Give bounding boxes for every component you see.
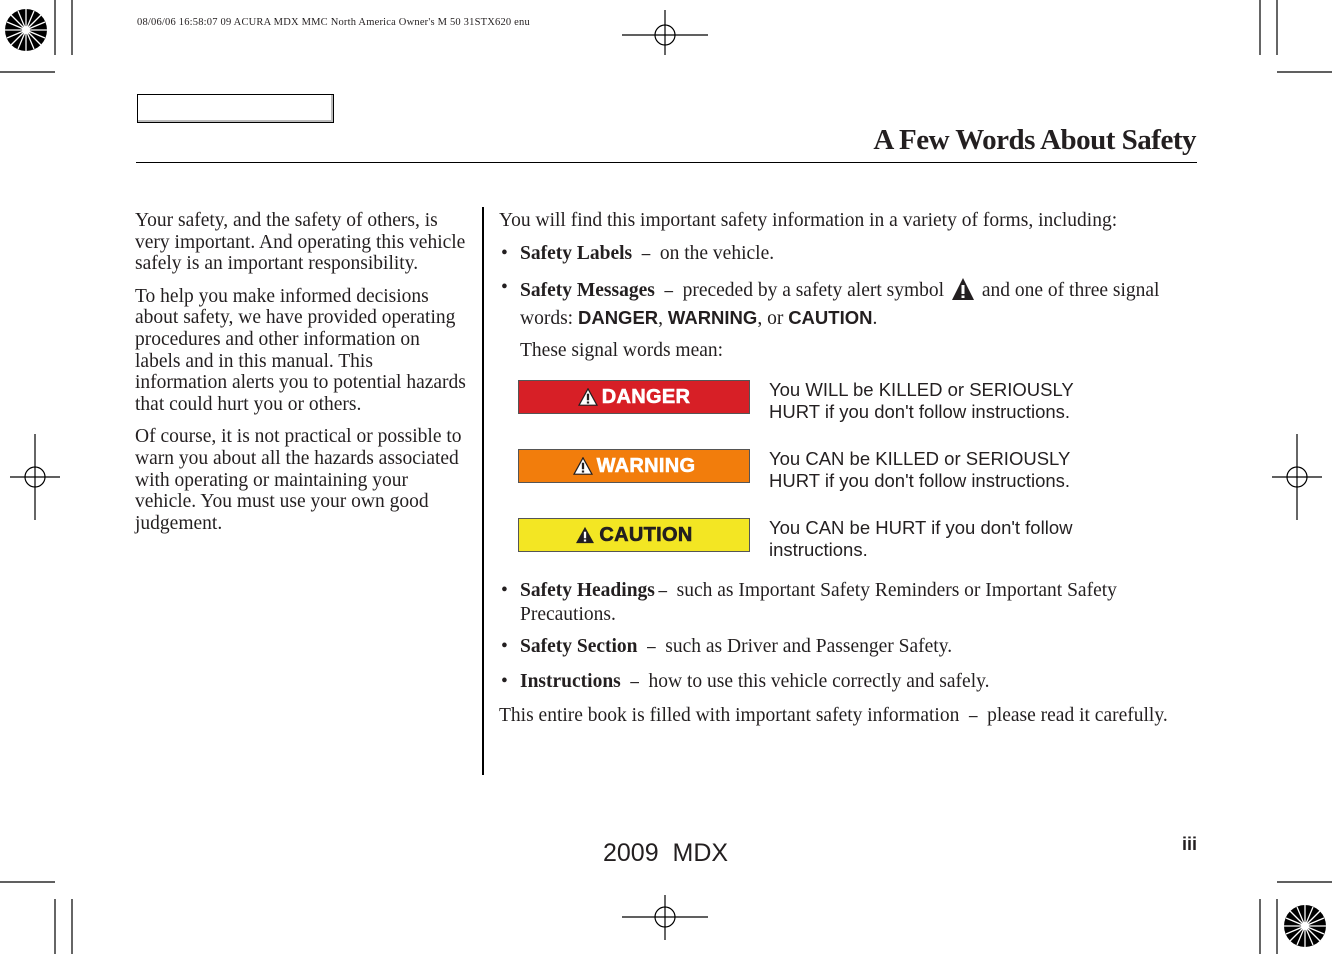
warning-meaning: You CAN be KILLED or SERIOUSLY HURT if you don't follow instructions. (769, 448, 1071, 491)
term-safety-messages: Safety Messages (520, 280, 655, 302)
paragraph-2: To help you make informed decisions about safety, we have provided operating procedures and other information on labels and in this manual. This information alerts you to potential hazards that could hurt you or others. (135, 285, 466, 415)
alert-icon (575, 526, 595, 544)
dash: − (645, 640, 658, 657)
dash: − (662, 284, 675, 301)
sep: , or (757, 307, 784, 329)
crosshair-right (1272, 434, 1322, 520)
caution-label-text: CAUTION (599, 523, 693, 546)
column-divider (482, 207, 484, 775)
word-warning: WARNING (667, 306, 758, 328)
term-safety-labels: Safety Labels (520, 242, 633, 264)
dash: − (967, 709, 980, 726)
intro-text: You will find this important safety information in a variety of forms, including: (499, 210, 1118, 231)
print-header: 08/06/06 16:58:07 09 ACURA MDX MMC North America Owner's M 50 31STX620 enu (137, 17, 530, 28)
right-column (499, 210, 1199, 362)
period: . (872, 307, 878, 329)
desc-safety-section: such as Driver and Passenger Safety. (665, 636, 953, 658)
signal-intro: These signal words mean: (520, 340, 724, 362)
paragraph-3: Of course, it is not practical or possible to warn you about all the hazards associated with operating or maintaining your vehicle. You must use your own good judgement. (135, 426, 462, 534)
desc-safety-labels: on the vehicle. (659, 242, 775, 264)
bullet: • (501, 636, 508, 658)
danger-label (518, 380, 750, 414)
list-item-safety-headings (499, 580, 1199, 625)
crosshair-left (10, 434, 60, 520)
crosshair-top (622, 10, 708, 55)
dash: − (656, 584, 669, 600)
bullet: • (501, 242, 508, 264)
dash: − (628, 674, 641, 691)
desc-safety-headings: such as Important Safety Reminders or Important Safety Precautions. (520, 580, 1117, 625)
safety-alert-icon (951, 277, 975, 307)
list-item-safety-labels (499, 243, 1199, 267)
word-caution: CAUTION (788, 306, 873, 328)
bullet: • (501, 580, 508, 601)
paragraph-1: Your safety, and the safety of others, is very important. And operating this vehicle safely is an important responsibility. (135, 210, 466, 275)
bullet: • (501, 277, 508, 299)
dash: − (640, 246, 652, 263)
warning-label (518, 449, 750, 483)
desc-after-symbol: and one of three signal words: (520, 280, 1160, 329)
desc-instructions: how to use this vehicle correctly and safely. (648, 670, 990, 692)
danger-meaning: You WILL be KILLED or SERIOUSLY HURT if you don't follow instructions. (769, 379, 1074, 422)
sep: , (658, 307, 664, 329)
crosshair-bottom (622, 895, 708, 940)
page-title: A Few Words About Safety (873, 124, 1196, 156)
list-item-safety-messages (499, 277, 1199, 329)
list-item-instructions (499, 671, 1199, 695)
footer-model: 2009 MDX (603, 839, 729, 867)
right-column-lower (499, 580, 1199, 729)
title-rule (136, 162, 1197, 163)
left-column (135, 210, 467, 545)
term-instructions: Instructions (520, 670, 621, 692)
alert-icon (573, 457, 593, 475)
term-safety-section: Safety Section (520, 636, 638, 658)
danger-label-text: DANGER (601, 385, 691, 408)
closing-text (499, 705, 1199, 729)
warning-label-text: WARNING (596, 454, 696, 477)
caution-meaning: You CAN be HURT if you don't follow instructions. (769, 517, 1073, 560)
word-danger: DANGER (577, 306, 659, 328)
registration-target-bottom-right (1284, 905, 1326, 947)
registration-target-top-left (5, 9, 47, 51)
desc-before-symbol: preceded by a safety alert symbol (682, 280, 945, 302)
list-item-safety-section (499, 636, 1199, 660)
section-tab-box (137, 94, 334, 123)
closing-after: please read it carefully. (987, 705, 1168, 727)
bullet: • (501, 670, 508, 692)
caution-label (518, 518, 750, 552)
alert-icon (578, 388, 598, 406)
page-number: iii (1181, 834, 1197, 854)
term-safety-headings: Safety Headings (520, 580, 655, 601)
closing-before: This entire book is filled with important safety information (499, 705, 960, 727)
